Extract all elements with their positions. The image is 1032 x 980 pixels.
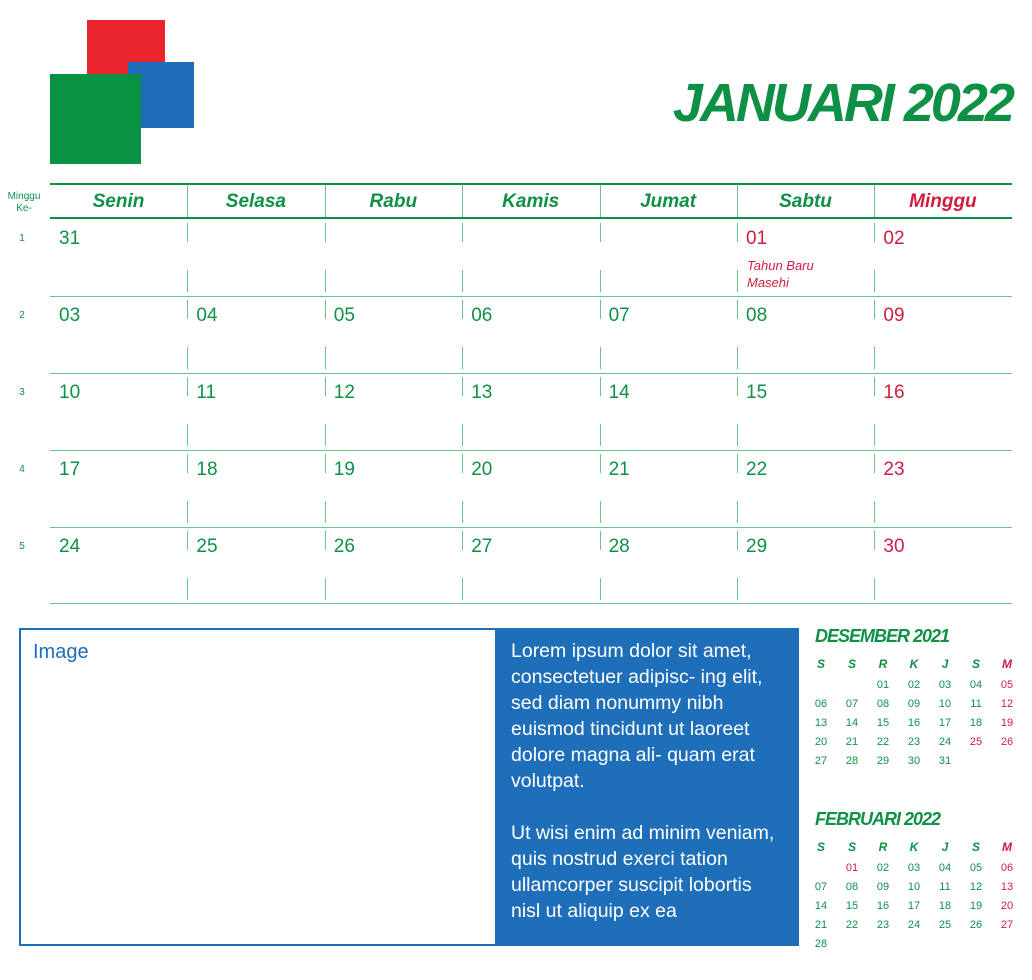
- date-cell: 30: [883, 536, 905, 557]
- holiday-note: [747, 257, 814, 291]
- cell-divider-upper: [874, 377, 875, 396]
- date-cell: 06: [471, 305, 493, 326]
- cell-divider-lower: [600, 424, 601, 446]
- mini-calendar-date: 22: [876, 736, 890, 748]
- mini-calendar-title: DESEMBER 2021: [815, 626, 950, 646]
- mini-calendar-date: 02: [876, 862, 890, 874]
- mini-calendar-date: 11: [970, 698, 982, 710]
- mini-calendar-date: 21: [845, 736, 859, 748]
- mini-calendar-date: 11: [939, 881, 951, 893]
- mini-calendar-date: 08: [845, 881, 859, 893]
- mini-calendar-date: 31: [938, 755, 952, 767]
- mini-calendar-date: 21: [814, 919, 828, 931]
- calendar-grid: [50, 183, 1012, 604]
- cell-divider-lower: [325, 501, 326, 523]
- date-cell: 05: [333, 305, 355, 326]
- cell-divider-lower: [325, 347, 326, 369]
- mini-calendar-date: 12: [969, 881, 983, 893]
- mini-calendar-date: 05: [1000, 679, 1014, 691]
- date-cell: 10: [59, 382, 81, 403]
- mini-calendar-date: 01: [845, 862, 859, 874]
- mini-calendar-date: 14: [814, 900, 828, 912]
- cell-divider-upper: [737, 377, 738, 396]
- mini-calendar-date: 03: [938, 679, 952, 691]
- mini-calendar-date: 05: [969, 862, 983, 874]
- mini-calendar-date: 29: [876, 755, 890, 767]
- mini-calendar-date: 03: [907, 862, 921, 874]
- cell-divider-upper: [187, 223, 188, 242]
- date-cell: 31: [59, 228, 81, 249]
- mini-calendar-date: 07: [814, 881, 828, 893]
- mini-calendar-day-header: S: [816, 840, 825, 854]
- cell-divider-lower: [325, 270, 326, 292]
- mini-calendar-date: 25: [969, 736, 983, 748]
- mini-calendar-day-header: K: [909, 657, 919, 671]
- cell-divider-upper: [462, 377, 463, 396]
- cell-divider-lower: [325, 424, 326, 446]
- mini-calendar-date: 28: [814, 938, 828, 950]
- cell-divider-lower: [874, 578, 875, 600]
- mini-calendar-date: 01: [876, 679, 890, 691]
- notes-text-box: [495, 628, 799, 946]
- date-cell: 27: [471, 536, 493, 557]
- day-name-senin: Senin: [92, 191, 145, 212]
- mini-calendar-day-header: R: [878, 657, 888, 671]
- mini-calendar-date: 23: [907, 736, 921, 748]
- cell-divider-lower: [187, 501, 188, 523]
- mini-calendar-date: 13: [1000, 881, 1014, 893]
- mini-calendar-date: 27: [814, 755, 828, 767]
- cell-divider-upper: [874, 223, 875, 242]
- week-number: 4: [19, 464, 25, 475]
- date-cell: 07: [608, 305, 630, 326]
- cell-divider-lower: [737, 501, 738, 523]
- cell-divider-upper: [462, 300, 463, 319]
- week-row-rule: [50, 527, 1012, 528]
- cell-divider-upper: [187, 300, 188, 319]
- mini-calendar-date: 19: [969, 900, 983, 912]
- mini-calendar-date: 30: [907, 755, 921, 767]
- mini-calendar-date: 18: [938, 900, 952, 912]
- notes-paragraph: Ut wisi enim ad minim veniam, quis nostrud exerci tation ullamcorper suscipit lobortis nisl ut aliquip ex ea: [511, 822, 775, 922]
- cell-divider-lower: [325, 578, 326, 600]
- date-cell: 02: [883, 228, 905, 249]
- mini-calendar-date: 22: [845, 919, 859, 931]
- mini-calendar-date: 16: [876, 900, 890, 912]
- cell-divider-lower: [874, 501, 875, 523]
- mini-calendar-date: 13: [814, 717, 828, 729]
- mini-calendar-date: 14: [845, 717, 859, 729]
- notes-paragraph: Lorem ipsum dolor sit amet, consectetuer adipisc- ing elit, sed diam nonummy nibh euismod tincidunt ut laoreet dolore magna ali- quam erat volutpat.: [511, 640, 763, 792]
- mini-calendar-day-header: S: [816, 657, 825, 671]
- mini-calendar-date: 06: [814, 698, 828, 710]
- cell-divider-upper: [737, 223, 738, 242]
- mini-calendar-date: 19: [1000, 717, 1014, 729]
- mini-calendar-date: 10: [907, 881, 921, 893]
- mini-calendar-day-header: M: [1002, 840, 1012, 854]
- date-cell: 09: [883, 305, 905, 326]
- mini-calendar-date: 25: [938, 919, 952, 931]
- mini-calendar-date: 08: [876, 698, 890, 710]
- day-name-sabtu: Sabtu: [779, 191, 832, 212]
- date-cell: 19: [333, 459, 355, 480]
- cell-divider-lower: [600, 501, 601, 523]
- date-cell: 24: [59, 536, 81, 557]
- cell-divider-upper: [600, 300, 601, 319]
- day-name-minggu: Minggu: [909, 191, 977, 212]
- date-cell: 08: [746, 305, 768, 326]
- mini-calendar-date: 10: [938, 698, 952, 710]
- mini-calendar-date: 26: [1000, 736, 1014, 748]
- week-row-rule: [50, 373, 1012, 374]
- date-cell: 28: [608, 536, 630, 557]
- date-cell: 20: [471, 459, 493, 480]
- cell-divider-lower: [462, 424, 463, 446]
- cell-divider-lower: [600, 270, 601, 292]
- mini-calendar-date: 17: [907, 900, 921, 912]
- cell-divider-upper: [737, 454, 738, 473]
- cell-divider-lower: [462, 501, 463, 523]
- date-cell: 29: [746, 536, 768, 557]
- cell-divider-upper: [325, 300, 326, 319]
- cell-divider-upper: [187, 454, 188, 473]
- mini-calendar-day-header: S: [971, 840, 980, 854]
- cell-divider-upper: [462, 531, 463, 550]
- cell-divider-upper: [737, 300, 738, 319]
- mini-calendar-date: 18: [969, 717, 983, 729]
- mini-calendar-date: 04: [938, 862, 952, 874]
- day-name-rabu: Rabu: [369, 191, 418, 212]
- week-row-rule: [50, 450, 1012, 451]
- mini-calendar-date: 15: [845, 900, 859, 912]
- cell-divider-lower: [600, 347, 601, 369]
- date-cell: 01: [746, 228, 768, 249]
- cell-divider-upper: [325, 531, 326, 550]
- mini-calendar-date: 06: [1000, 862, 1014, 874]
- cell-divider-lower: [737, 424, 738, 446]
- mini-calendar-day-header: S: [847, 657, 856, 671]
- mini-calendar-day-header: M: [1002, 657, 1012, 671]
- cell-divider-lower: [462, 270, 463, 292]
- mini-calendar-date: 15: [876, 717, 890, 729]
- mini-calendar-day-header: S: [971, 657, 980, 671]
- date-cell: 13: [471, 382, 493, 403]
- date-cell: 18: [196, 459, 218, 480]
- cell-divider-upper: [187, 531, 188, 550]
- header-bottom-rule: [50, 217, 1012, 219]
- mini-calendar-date: 16: [907, 717, 921, 729]
- date-cell: 25: [196, 536, 218, 557]
- mini-calendar-date: 24: [907, 919, 921, 931]
- date-cell: 16: [883, 382, 905, 403]
- week-number: 2: [19, 310, 25, 321]
- mini-calendar-date: 09: [907, 698, 921, 710]
- holiday-note-line: Masehi: [747, 275, 789, 290]
- mini-calendar-date: 24: [938, 736, 952, 748]
- mini-calendar-day-header: J: [941, 657, 949, 671]
- cell-divider-lower: [874, 424, 875, 446]
- cell-divider-upper: [874, 454, 875, 473]
- mini-calendar-date: 09: [876, 881, 890, 893]
- cell-divider-upper: [462, 454, 463, 473]
- mini-calendar-date: 20: [814, 736, 828, 748]
- cell-divider-lower: [187, 424, 188, 446]
- date-cell: 12: [333, 382, 355, 403]
- cell-divider-lower: [600, 578, 601, 600]
- cell-divider-upper: [737, 531, 738, 550]
- mini-calendar-day-header: R: [878, 840, 888, 854]
- cell-divider-upper: [325, 377, 326, 396]
- cell-divider-upper: [874, 300, 875, 319]
- cell-divider-lower: [737, 270, 738, 292]
- date-cell: 17: [59, 459, 81, 480]
- cell-divider-upper: [187, 377, 188, 396]
- cell-divider-lower: [462, 578, 463, 600]
- cell-divider-lower: [874, 347, 875, 369]
- day-name-selasa: Selasa: [225, 191, 286, 212]
- cell-divider-upper: [600, 223, 601, 242]
- mini-calendar-day-header: J: [941, 840, 949, 854]
- mini-calendar-date: 23: [876, 919, 890, 931]
- date-cell: 15: [746, 382, 768, 403]
- day-name-jumat: Jumat: [640, 191, 697, 212]
- mini-calendar-day-header: S: [847, 840, 856, 854]
- date-cell: 21: [608, 459, 630, 480]
- image-placeholder: [19, 628, 495, 946]
- grid-bottom-rule: [50, 603, 1012, 604]
- cell-divider-upper: [600, 377, 601, 396]
- cell-divider-upper: [462, 223, 463, 242]
- week-number: 3: [19, 387, 25, 398]
- date-cell: 14: [608, 382, 630, 403]
- mini-calendar-date: 27: [1000, 919, 1014, 931]
- mini-calendar-date: 04: [969, 679, 983, 691]
- header-top-rule: [50, 183, 1012, 185]
- cell-divider-lower: [187, 347, 188, 369]
- logo-square-green: [50, 74, 141, 164]
- week-number: 5: [19, 541, 25, 552]
- cell-divider-upper: [600, 531, 601, 550]
- cell-divider-lower: [187, 270, 188, 292]
- cell-divider-lower: [874, 270, 875, 292]
- image-placeholder-label: Image: [33, 641, 89, 663]
- mini-calendar-date: 12: [1000, 698, 1014, 710]
- cell-divider-upper: [325, 223, 326, 242]
- cell-divider-lower: [737, 578, 738, 600]
- mini-calendar-date: 17: [938, 717, 952, 729]
- cell-divider-lower: [737, 347, 738, 369]
- cell-divider-lower: [187, 578, 188, 600]
- date-cell: 22: [746, 459, 768, 480]
- mini-calendar-title: FEBRUARI 2022: [815, 809, 941, 829]
- week-column-label: Minggu Ke-: [7, 191, 41, 214]
- holiday-note-line: Tahun Baru: [747, 258, 814, 273]
- week-row-rule: [50, 296, 1012, 297]
- mini-calendar-date: 20: [1000, 900, 1014, 912]
- date-cell: 23: [883, 459, 905, 480]
- date-cell: 11: [196, 382, 217, 403]
- mini-calendar-date: 28: [845, 755, 859, 767]
- page-title: JANUARI 2022: [672, 73, 1012, 133]
- week-number: 1: [19, 233, 25, 244]
- mini-calendar-date: 07: [845, 698, 859, 710]
- date-cell: 26: [333, 536, 355, 557]
- cell-divider-upper: [325, 454, 326, 473]
- mini-calendar-date: 26: [969, 919, 983, 931]
- cell-divider-upper: [874, 531, 875, 550]
- mini-calendar-day-header: K: [909, 840, 919, 854]
- day-name-kamis: Kamis: [502, 191, 560, 212]
- mini-calendar-date: 02: [907, 679, 921, 691]
- cell-divider-upper: [600, 454, 601, 473]
- date-cell: 04: [196, 305, 218, 326]
- date-cell: 03: [59, 305, 81, 326]
- cell-divider-lower: [462, 347, 463, 369]
